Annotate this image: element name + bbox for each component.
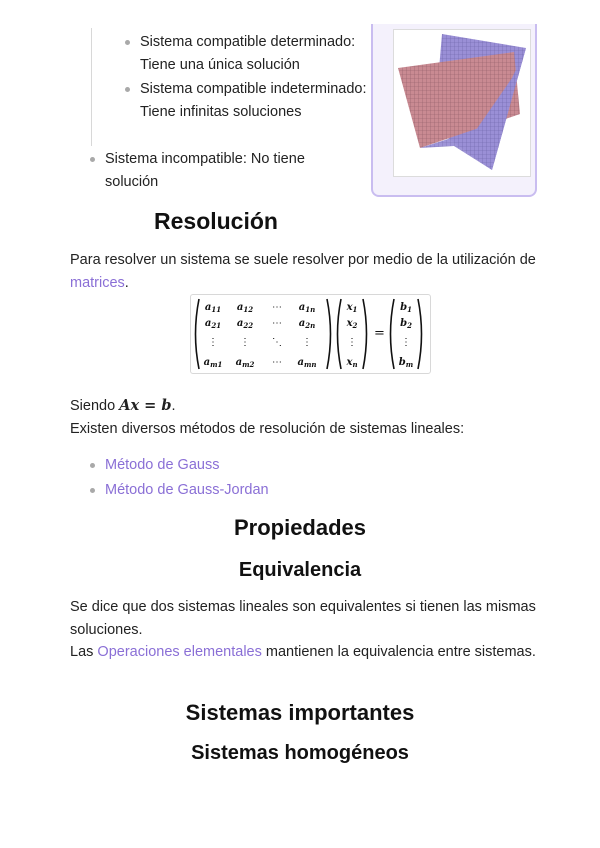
matrix-cell: ⋮: [208, 337, 218, 348]
list-item: [140, 78, 372, 123]
intersecting-planes-illustration-icon: [394, 30, 530, 176]
matrix-cell: ⋯: [272, 357, 282, 368]
matrix-cell: ⋱: [272, 337, 282, 348]
matrix-cell: $a_{mn}$: [297, 357, 317, 369]
section-heading-sistemas-importantes: Sistemas importantes: [185, 700, 415, 725]
math-ax-equals-b: Ax = b: [119, 397, 172, 414]
b-vector-cell: $b_m$: [398, 357, 414, 369]
paragraph-text: mantienen la equivalencia entre sistemas.: [261, 644, 536, 660]
subsection-heading-equivalencia: Equivalencia: [238, 559, 362, 581]
paragraph-text: Las: [70, 644, 98, 660]
paragraph-text: .: [171, 398, 176, 414]
bullet-icon: [90, 463, 95, 468]
list-item: [140, 31, 372, 78]
matrix-cell: $a_{12}$: [236, 302, 254, 314]
matrix-cell: ⋯: [272, 318, 282, 329]
matrix-cell: $a_{11}$: [204, 302, 222, 314]
matrix-equation-svg: [191, 295, 430, 373]
matrix-cell: $a_{m1}$: [203, 357, 223, 369]
matrix-equation: [190, 294, 431, 374]
bullet-icon: [90, 488, 95, 493]
list-item: [105, 454, 405, 479]
paragraph-text: Para resolver un sistema se suele resolver por medio de la utilización de: [70, 252, 536, 268]
equals-sign: =: [374, 326, 385, 341]
list-item-text: Sistema compatible indeterminado: Tiene infinitas soluciones: [140, 81, 367, 120]
list-item: [105, 479, 405, 504]
section-heading-propiedades: Propiedades: [233, 515, 367, 540]
matrix-cell: ⋮: [240, 337, 250, 348]
paragraph-text: .: [124, 274, 129, 291]
bullet-icon: [125, 40, 130, 45]
paragraph-resolucion-intro: [70, 249, 550, 294]
sub-list: [140, 31, 372, 123]
x-vector-cell: $x_n$: [346, 357, 358, 369]
paragraph-text: Siendo: [70, 398, 120, 414]
bullet-icon: [90, 157, 95, 162]
list-item: [105, 148, 360, 193]
paragraph-text: Existen diversos métodos de resolución de sistemas lineales:: [70, 420, 465, 437]
matrix-cell: ⋯: [272, 302, 282, 313]
subsection-heading-sistemas-homogeneos: Sistemas homogéneos: [191, 742, 409, 764]
matrix-cell: $a_{1n}$: [298, 302, 316, 314]
list-item-text: Sistema incompatible: No tiene solución: [105, 151, 305, 190]
link-metodo-gauss-jordan[interactable]: Método de Gauss-Jordan: [105, 482, 269, 498]
list-item-text: Sistema compatible determinado: Tiene una única solución: [140, 34, 356, 73]
bullet-icon: [125, 87, 130, 92]
link-matrices[interactable]: matrices: [70, 274, 125, 291]
x-vector-cell: $x_1$: [346, 302, 358, 314]
paragraph-text: Se dice que dos sistemas lineales son equivalentes si tienen las mismas soluciones.: [70, 599, 536, 638]
b-vector-cell: ⋮: [401, 337, 411, 348]
link-operaciones-elementales[interactable]: Operaciones elementales: [97, 644, 262, 660]
matrix-cell: ⋮: [302, 337, 312, 348]
link-metodo-gauss[interactable]: Método de Gauss: [105, 457, 220, 473]
paragraph-siendo: [70, 395, 550, 440]
matrix-cell: $a_{2n}$: [298, 318, 316, 330]
matrix-cell: $a_{m2}$: [235, 357, 255, 369]
methods-list: [105, 454, 405, 504]
nested-list-container: [91, 28, 372, 146]
figure-card: [371, 24, 537, 197]
x-vector-cell: $x_2$: [346, 318, 358, 330]
top-list: [105, 148, 360, 193]
section-heading-resolucion: Resolución: [154, 208, 278, 234]
planes-image[interactable]: [393, 29, 531, 177]
b-vector-cell: $b_2$: [400, 318, 412, 330]
paragraph-equivalencia: [70, 596, 540, 664]
x-vector-cell: ⋮: [347, 337, 357, 348]
matrix-cell: $a_{22}$: [236, 318, 254, 330]
matrix-cell: $a_{21}$: [204, 318, 222, 330]
b-vector-cell: $b_1$: [400, 302, 412, 314]
